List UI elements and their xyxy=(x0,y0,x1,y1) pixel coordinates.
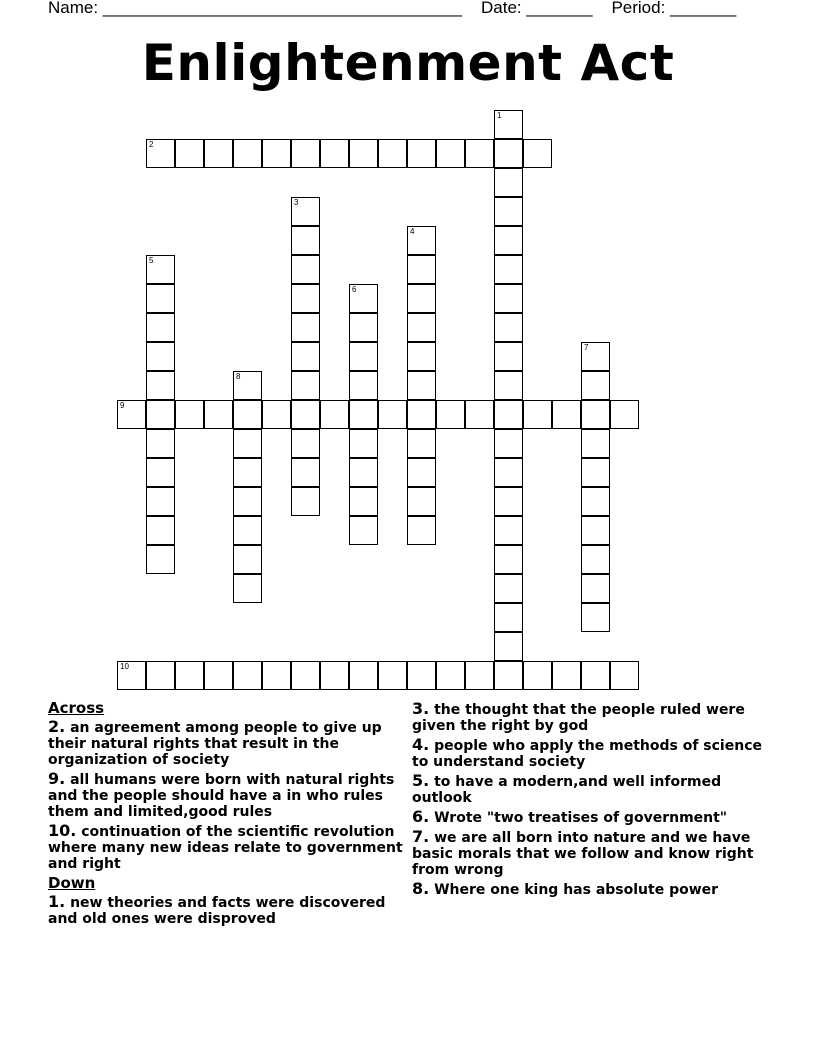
clue-number: 2. xyxy=(48,717,66,736)
cell-number: 1 xyxy=(497,111,502,120)
crossword-cell[interactable] xyxy=(233,487,262,516)
clue-down-8 xyxy=(412,881,772,898)
crossword-cell[interactable] xyxy=(494,313,523,342)
crossword-cell[interactable] xyxy=(610,661,639,690)
crossword-cell[interactable] xyxy=(146,458,175,487)
down-heading: Down xyxy=(48,874,96,892)
crossword-cell[interactable] xyxy=(291,313,320,342)
cell-number: 4 xyxy=(410,227,415,236)
crossword-cell[interactable] xyxy=(233,429,262,458)
cell-number: 3 xyxy=(294,198,299,207)
crossword-cell[interactable] xyxy=(291,458,320,487)
name-field-label: Name: ______________________________________ xyxy=(48,0,463,17)
crossword-cell[interactable] xyxy=(494,516,523,545)
clue-down-6 xyxy=(412,809,772,826)
crossword-cell[interactable] xyxy=(291,371,320,400)
crossword-cell[interactable] xyxy=(204,661,233,690)
crossword-cell[interactable] xyxy=(349,516,378,545)
crossword-cell[interactable] xyxy=(378,400,407,429)
clue-down-5 xyxy=(412,773,772,806)
clue-text: continuation of the scientific revolution where many new ideas relate to government and right xyxy=(48,824,403,872)
crossword-cell[interactable] xyxy=(320,139,349,168)
crossword-cell[interactable] xyxy=(494,168,523,197)
crossword-cell[interactable] xyxy=(407,516,436,545)
crossword-cell[interactable] xyxy=(407,255,436,284)
crossword-cell[interactable] xyxy=(349,487,378,516)
clues-column-right xyxy=(412,701,772,901)
crossword-cell[interactable] xyxy=(581,545,610,574)
crossword-cell[interactable] xyxy=(233,661,262,690)
crossword-cell[interactable] xyxy=(436,661,465,690)
crossword-cell[interactable] xyxy=(581,400,610,429)
crossword-cell[interactable] xyxy=(291,661,320,690)
crossword-cell[interactable] xyxy=(552,400,581,429)
crossword-cell[interactable] xyxy=(523,139,552,168)
crossword-cell[interactable] xyxy=(494,429,523,458)
crossword-cell[interactable] xyxy=(494,458,523,487)
crossword-cell[interactable] xyxy=(407,429,436,458)
clue-text: new theories and facts were discovered and old ones were disproved xyxy=(48,895,386,927)
crossword-cell[interactable] xyxy=(146,516,175,545)
crossword-cell[interactable] xyxy=(407,487,436,516)
crossword-cell[interactable] xyxy=(349,284,378,313)
crossword-cell[interactable] xyxy=(407,371,436,400)
crossword-cell[interactable] xyxy=(262,661,291,690)
crossword-cell[interactable] xyxy=(407,458,436,487)
crossword-cell[interactable] xyxy=(407,342,436,371)
crossword-cell[interactable] xyxy=(465,400,494,429)
cell-number: 8 xyxy=(236,372,241,381)
crossword-cell[interactable] xyxy=(146,371,175,400)
clue-text: we are all born into nature and we have basic morals that we follow and know right from wrong xyxy=(412,830,754,878)
clue-text: people who apply the methods of science to understand society xyxy=(412,738,762,770)
crossword-cell[interactable] xyxy=(146,255,175,284)
clue-number: 9. xyxy=(48,769,66,788)
crossword-cell[interactable] xyxy=(552,661,581,690)
crossword-cell[interactable] xyxy=(349,661,378,690)
crossword-cell[interactable] xyxy=(291,429,320,458)
crossword-cell[interactable] xyxy=(291,226,320,255)
clue-number: 5. xyxy=(412,771,430,790)
crossword-cell[interactable] xyxy=(291,197,320,226)
across-heading: Across xyxy=(48,699,105,717)
clue-down-7 xyxy=(412,829,772,878)
cell-number: 6 xyxy=(352,285,357,294)
crossword-cell[interactable] xyxy=(378,139,407,168)
crossword-cell[interactable] xyxy=(349,458,378,487)
cell-number: 5 xyxy=(149,256,154,265)
crossword-cell[interactable] xyxy=(494,255,523,284)
clue-down-4 xyxy=(412,737,772,770)
crossword-cell[interactable] xyxy=(175,139,204,168)
crossword-cell[interactable] xyxy=(349,313,378,342)
crossword-cell[interactable] xyxy=(407,284,436,313)
clue-number: 7. xyxy=(412,827,430,846)
crossword-cell[interactable] xyxy=(146,139,175,168)
cell-number: 2 xyxy=(149,140,154,149)
crossword-cell[interactable] xyxy=(233,545,262,574)
crossword-cell[interactable] xyxy=(465,139,494,168)
crossword-cell[interactable] xyxy=(233,371,262,400)
clue-number: 8. xyxy=(412,879,430,898)
crossword-cell[interactable] xyxy=(581,487,610,516)
crossword-cell[interactable] xyxy=(610,400,639,429)
crossword-cell[interactable] xyxy=(407,400,436,429)
crossword-cell[interactable] xyxy=(146,313,175,342)
crossword-cell[interactable] xyxy=(581,603,610,632)
crossword-cell[interactable] xyxy=(349,429,378,458)
crossword-cell[interactable] xyxy=(494,284,523,313)
crossword-cell[interactable] xyxy=(494,400,523,429)
crossword-cell[interactable] xyxy=(494,545,523,574)
crossword-cell[interactable] xyxy=(494,632,523,661)
crossword-cell[interactable] xyxy=(349,139,378,168)
crossword-cell[interactable] xyxy=(523,400,552,429)
crossword-cell[interactable] xyxy=(407,226,436,255)
crossword-cell[interactable] xyxy=(233,516,262,545)
crossword-cell[interactable] xyxy=(291,284,320,313)
crossword-cell[interactable] xyxy=(146,429,175,458)
crossword-cell[interactable] xyxy=(494,226,523,255)
crossword-cell[interactable] xyxy=(581,516,610,545)
crossword-cell[interactable] xyxy=(262,139,291,168)
crossword-cell[interactable] xyxy=(233,458,262,487)
clue-text: Where one king has absolute power xyxy=(434,882,719,898)
crossword-cell[interactable] xyxy=(494,487,523,516)
crossword-cell[interactable] xyxy=(494,661,523,690)
crossword-cell[interactable] xyxy=(204,139,233,168)
clue-text: Wrote "two treatises of government" xyxy=(434,810,728,826)
crossword-cell[interactable] xyxy=(146,284,175,313)
crossword-cell[interactable] xyxy=(494,139,523,168)
crossword-cell[interactable] xyxy=(349,371,378,400)
clue-across-9 xyxy=(48,771,408,820)
crossword-cell[interactable] xyxy=(291,342,320,371)
crossword-cell[interactable] xyxy=(291,487,320,516)
crossword-cell[interactable] xyxy=(494,371,523,400)
date-field-label: Date: _______ xyxy=(480,0,593,17)
clue-down-3 xyxy=(412,701,772,734)
crossword-cell[interactable] xyxy=(146,661,175,690)
crossword-cell[interactable] xyxy=(233,574,262,603)
crossword-cell[interactable] xyxy=(233,139,262,168)
crossword-cell[interactable] xyxy=(436,400,465,429)
crossword-cell[interactable] xyxy=(494,603,523,632)
crossword-cell[interactable] xyxy=(146,400,175,429)
clue-number: 3. xyxy=(412,699,430,718)
crossword-cell[interactable] xyxy=(407,661,436,690)
crossword-cell[interactable] xyxy=(494,342,523,371)
clue-across-2 xyxy=(48,719,408,768)
crossword-cell[interactable] xyxy=(581,458,610,487)
crossword-cell[interactable] xyxy=(233,400,262,429)
crossword-cell[interactable] xyxy=(523,661,552,690)
crossword-cell[interactable] xyxy=(175,661,204,690)
crossword-cell[interactable] xyxy=(117,400,146,429)
crossword-cell[interactable] xyxy=(117,661,146,690)
crossword-cell[interactable] xyxy=(146,342,175,371)
clue-number: 10. xyxy=(48,821,77,840)
clue-number: 1. xyxy=(48,892,66,911)
crossword-cell[interactable] xyxy=(146,545,175,574)
clue-across-10 xyxy=(48,823,408,872)
clue-down-1 xyxy=(48,894,408,927)
crossword-cell[interactable] xyxy=(581,342,610,371)
crossword-cell[interactable] xyxy=(581,429,610,458)
crossword-cell[interactable] xyxy=(291,400,320,429)
clue-text: the thought that the people ruled were given the right by god xyxy=(412,702,745,734)
crossword-cell[interactable] xyxy=(349,400,378,429)
crossword-cell[interactable] xyxy=(378,661,407,690)
crossword-cell[interactable] xyxy=(407,313,436,342)
crossword-cell[interactable] xyxy=(291,255,320,284)
crossword-cell[interactable] xyxy=(494,197,523,226)
crossword-cell[interactable] xyxy=(146,487,175,516)
clue-text: all humans were born with natural rights and the people should have a in who rules them and limited,good rules xyxy=(48,772,395,820)
crossword-cell[interactable] xyxy=(581,574,610,603)
crossword-cell[interactable] xyxy=(175,400,204,429)
crossword-cell[interactable] xyxy=(407,139,436,168)
clue-text: an agreement among people to give up their natural rights that result in the organization of society xyxy=(48,720,382,768)
clue-number: 6. xyxy=(412,807,430,826)
cell-number: 9 xyxy=(120,401,125,410)
cell-number: 10 xyxy=(120,662,129,671)
crossword-cell[interactable] xyxy=(291,139,320,168)
crossword-cell[interactable] xyxy=(262,400,291,429)
crossword-cell[interactable] xyxy=(494,110,523,139)
crossword-cell[interactable] xyxy=(494,574,523,603)
crossword-cell[interactable] xyxy=(581,371,610,400)
crossword-cell[interactable] xyxy=(320,661,349,690)
crossword-cell[interactable] xyxy=(436,139,465,168)
crossword-cell[interactable] xyxy=(465,661,494,690)
period-field-label: Period: _______ xyxy=(611,0,737,17)
crossword-cell[interactable] xyxy=(581,661,610,690)
crossword-cell[interactable] xyxy=(320,400,349,429)
crossword-cell[interactable] xyxy=(204,400,233,429)
clues-column-left xyxy=(48,700,408,930)
page-title: Enlightenment Act xyxy=(141,34,675,92)
clue-number: 4. xyxy=(412,735,430,754)
cell-number: 7 xyxy=(584,343,589,352)
clue-text: to have a modern,and well informed outlook xyxy=(412,774,722,806)
crossword-cell[interactable] xyxy=(349,342,378,371)
